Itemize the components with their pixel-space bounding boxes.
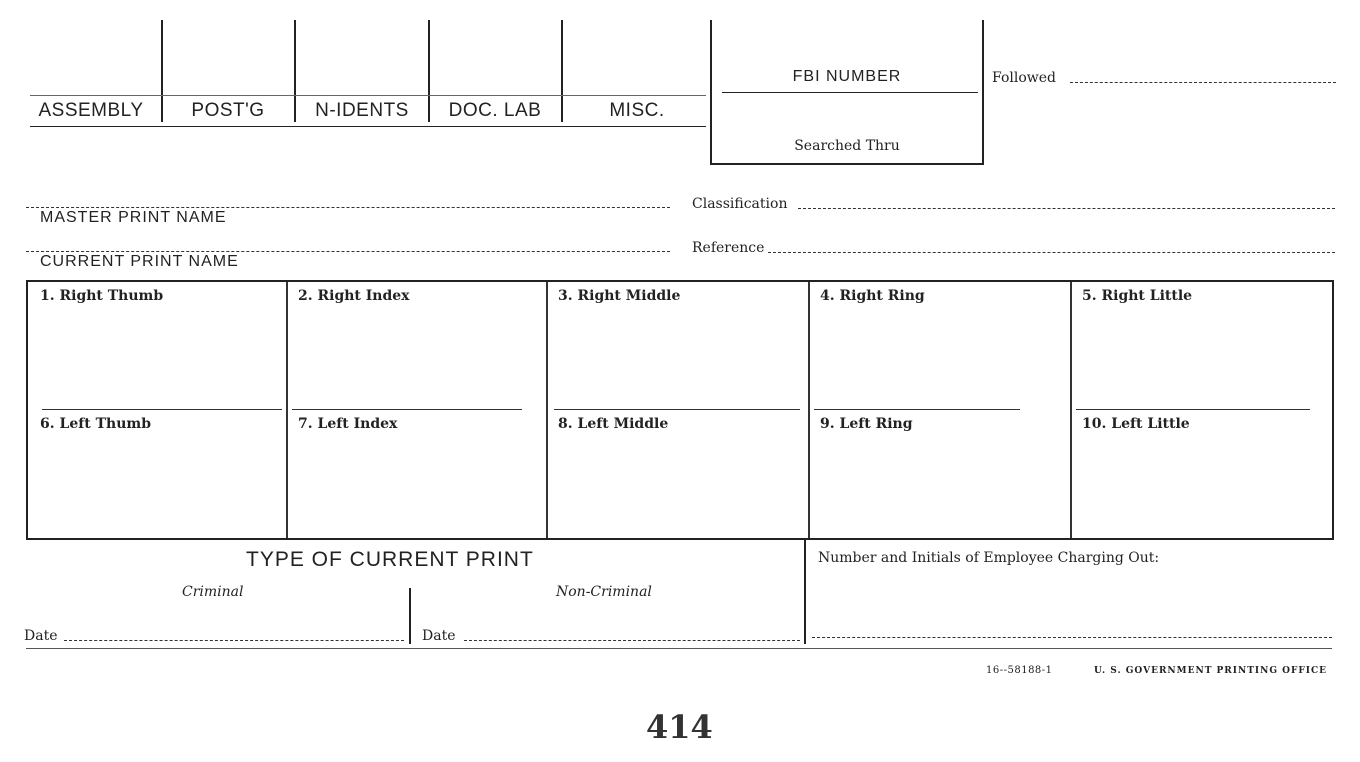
fbi-number-box[interactable] <box>710 20 984 165</box>
criminal-option[interactable]: Criminal <box>182 584 244 600</box>
fbi-number-rule <box>722 92 978 93</box>
criminal-date-label: Date <box>24 628 58 644</box>
classification-label: Classification <box>692 196 788 212</box>
type-of-current-print-title: TYPE OF CURRENT PRINT <box>246 548 534 571</box>
finger-box-left-index[interactable]: 7. Left Index <box>298 416 398 432</box>
master-print-name-label: MASTER PRINT NAME <box>40 209 227 226</box>
n-idents-label: N-IDENTS <box>315 100 409 121</box>
non-criminal-date-field[interactable] <box>464 640 800 641</box>
master-print-name-field[interactable] <box>26 207 670 208</box>
current-print-name-label: CURRENT PRINT NAME <box>40 253 239 270</box>
finger-box-right-ring[interactable]: 4. Right Ring <box>820 288 925 304</box>
section-divider <box>409 588 411 644</box>
header-rule <box>30 95 706 96</box>
page-number: 414 <box>646 708 713 746</box>
charging-out-field[interactable] <box>812 637 1332 638</box>
grid-divider <box>546 282 548 538</box>
non-criminal-option[interactable]: Non-Criminal <box>556 584 652 600</box>
grid-rule <box>554 409 800 410</box>
doc-lab-label: DOC. LAB <box>448 100 542 121</box>
criminal-date-field[interactable] <box>64 640 404 641</box>
charging-out-label: Number and Initials of Employee Charging Out: <box>818 550 1160 566</box>
grid-divider <box>808 282 810 538</box>
finger-box-left-thumb[interactable]: 6. Left Thumb <box>40 416 151 432</box>
reference-field[interactable] <box>768 252 1335 253</box>
misc-label: MISC. <box>609 100 665 121</box>
followed-field[interactable] <box>1070 82 1336 83</box>
posting-label: POST'G <box>191 100 265 121</box>
grid-rule <box>292 409 522 410</box>
section-divider <box>804 540 806 644</box>
fingerprint-grid <box>26 280 1334 540</box>
grid-rule <box>1076 409 1310 410</box>
finger-box-right-middle[interactable]: 3. Right Middle <box>558 288 681 304</box>
finger-box-right-little[interactable]: 5. Right Little <box>1082 288 1193 304</box>
finger-box-right-thumb[interactable]: 1. Right Thumb <box>40 288 164 304</box>
finger-box-right-index[interactable]: 2. Right Index <box>298 288 410 304</box>
grid-divider <box>1070 282 1072 538</box>
bottom-rule <box>26 648 1332 649</box>
finger-box-left-little[interactable]: 10. Left Little <box>1082 416 1190 432</box>
printer-credit: U. S. GOVERNMENT PRINTING OFFICE <box>1094 666 1328 676</box>
non-criminal-date-label: Date <box>422 628 456 644</box>
grid-rule <box>814 409 1020 410</box>
current-print-name-field[interactable] <box>26 251 670 252</box>
grid-rule <box>42 409 282 410</box>
followed-label: Followed <box>992 70 1056 86</box>
header-rule <box>30 126 706 127</box>
fbi-number-label: FBI NUMBER <box>792 68 902 85</box>
form-code: 16--58188-1 <box>986 665 1053 676</box>
searched-thru-label: Searched Thru <box>794 138 900 154</box>
finger-box-left-ring[interactable]: 9. Left Ring <box>820 416 913 432</box>
finger-box-left-middle[interactable]: 8. Left Middle <box>558 416 669 432</box>
assembly-label: ASSEMBLY <box>38 100 144 121</box>
grid-divider <box>286 282 288 538</box>
reference-label: Reference <box>692 240 765 256</box>
classification-field[interactable] <box>798 208 1335 209</box>
